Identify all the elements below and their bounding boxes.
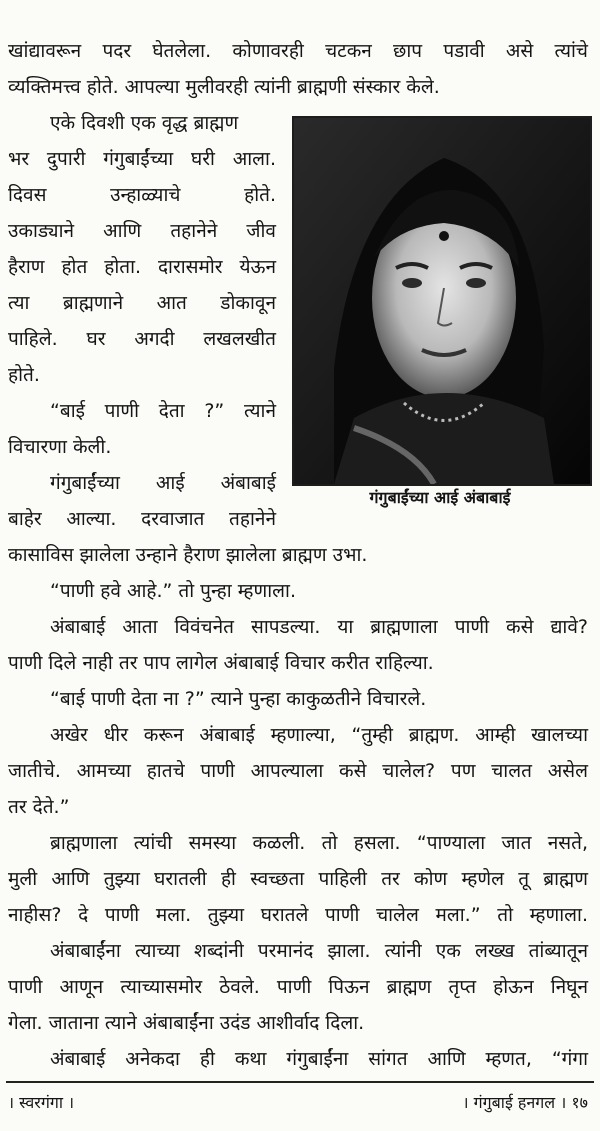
portrait-image [294, 118, 590, 484]
text-line: होते. [8, 364, 40, 386]
text-line: विचारणा केली. [8, 436, 112, 458]
text-line: उकाड्याने आणि तहानेने जीव [8, 220, 276, 242]
text-line: एके दिवशी एक वृद्ध ब्राह्मण [50, 112, 239, 134]
text-line: पाणी आणून त्याच्यासमोर ठेवले. पाणी पिऊन ब्राह्मण तृप्त होऊन निघून [8, 976, 588, 998]
text-line: गंगुबाईंच्या आई अंबाबाई [50, 472, 276, 494]
text-line: अखेर धीर करून अंबाबाई म्हणाल्या, “तुम्ही ब्राह्मण. आम्ही खालच्या [50, 724, 588, 746]
text-line: अंबाबाई आता विवंचनेत सापडल्या. या ब्राह्मणाला पाणी कसे द्यावे? [50, 616, 588, 638]
text-line: कासाविस झालेला उन्हाने हैराण झालेला ब्राह्मण उभा. [8, 544, 368, 566]
text-line: खांद्यावरून पदर घेतलेला. कोणावरही चटकन छाप पडावी असे त्यांचे [8, 40, 588, 62]
text-line: ब्राह्मणाला त्यांची समस्या कळली. तो हसला. “पाण्याला जात नसते, [50, 832, 588, 854]
text-line: अंबाबाई अनेकदा ही कथा गंगुबाईंना सांगत आणि म्हणत, “गंगा [50, 1048, 588, 1070]
footer-divider [6, 1081, 594, 1083]
text-line: व्यक्तिमत्त्व होते. आपल्या मुलीवरही त्यांनी ब्राह्मणी संस्कार केले. [8, 76, 440, 98]
text-line: “पाणी हवे आहे.” तो पुन्हा म्हणाला. [50, 580, 297, 602]
text-line: पाणी दिले नाही तर पाप लागेल अंबाबाई विचार करीत राहिल्या. [8, 652, 434, 674]
text-line: भर दुपारी गंगुबाईंच्या घरी आला. [8, 148, 276, 170]
text-line: जातीचे. आमच्या हातचे पाणी आपल्याला कसे चालेल? पण चालत असेल [8, 760, 588, 782]
text-line: “बाई पाणी देता ?” त्याने [50, 400, 276, 422]
photo-caption: गंगुबाईंच्या आई अंबाबाई [369, 488, 511, 507]
text-line: बाहेर आल्या. दरवाजात तहानेने [8, 508, 276, 530]
text-line: अंबाबाईंना त्याच्या शब्दांनी परमानंद झाला. त्यांनी एक लख्ख तांब्यातून [50, 940, 588, 962]
text-line: मुली आणि तुझ्या घरातली ही स्वच्छता पाहिली तर कोण म्हणेल तू ब्राह्मण [8, 868, 588, 890]
text-line: तर देते.” [8, 796, 70, 818]
text-line: नाहीस? दे पाणी मला. तुझ्या घरातले पाणी चालेल मला.” तो म्हणाला. [8, 904, 588, 926]
text-line: हैराण होत होता. दारासमोर येऊन [8, 256, 276, 278]
text-line: त्या ब्राह्मणाने आत डोकावून [8, 292, 276, 314]
text-line: पाहिले. घर अगदी लखलखीत [8, 328, 276, 350]
portrait-photo [292, 116, 592, 486]
footer-book-title: । स्वरगंगा । [8, 1093, 75, 1112]
footer-page-number: । गंगुबाई हनगल । १७ [462, 1093, 588, 1112]
text-line: “बाई पाणी देता ना ?” त्याने पुन्हा काकुळतीने विचारले. [50, 688, 427, 710]
text-line: दिवस उन्हाळ्याचे होते. [8, 184, 276, 206]
text-line: गेला. जाताना त्याने अंबाबाईंना उदंड आशीर्वाद दिला. [8, 1012, 365, 1034]
